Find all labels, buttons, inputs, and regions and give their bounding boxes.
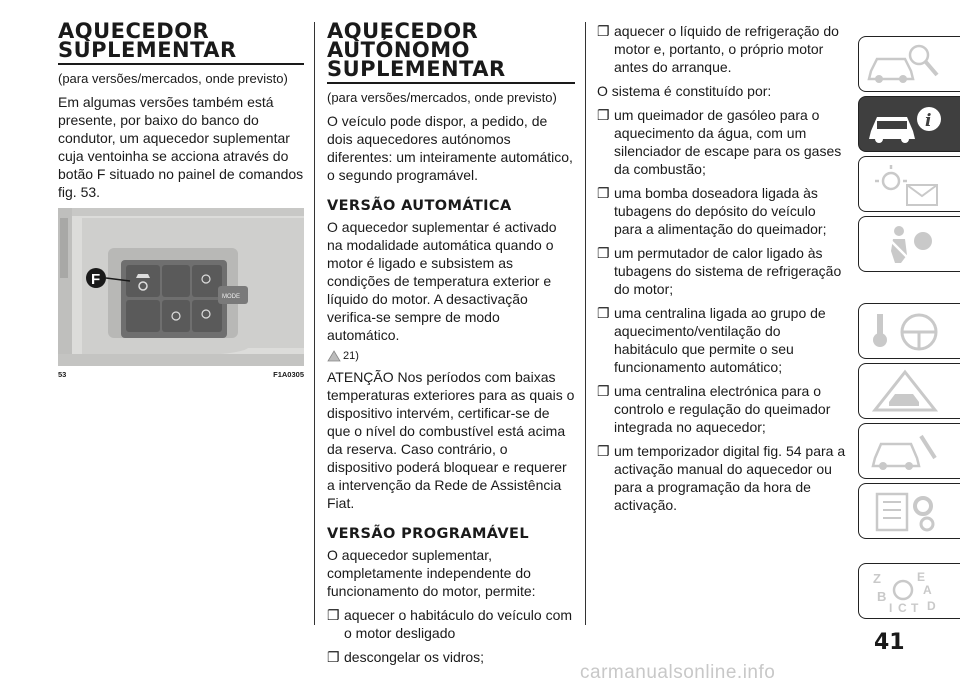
tab-emergency[interactable]	[858, 363, 960, 419]
figure-number: 53	[58, 370, 67, 379]
checkbox-bullet-icon: ❐	[597, 245, 610, 261]
page-number: 41	[874, 630, 905, 655]
svg-text:B: B	[877, 589, 887, 604]
checkbox-bullet-icon: ❐	[597, 107, 610, 123]
paragraph-programmable: O aquecedor suplementar, completamente independente do funcionamento do motor, permite:	[327, 547, 536, 599]
list-item: ❐ um permutador de calor ligado às tubagens do sistema de refrigeração do motor;	[597, 245, 842, 297]
svg-text:D: D	[927, 599, 936, 613]
list-item: ❐ aquecer o habitáculo do veículo com o motor desligado	[327, 607, 573, 641]
tab-car-search[interactable]	[858, 36, 960, 92]
figure-code: F1A0305	[273, 370, 304, 379]
warning-ref-number: 21)	[343, 350, 359, 362]
checkbox-bullet-icon: ❐	[597, 185, 610, 201]
checkbox-bullet-icon: ❐	[327, 649, 340, 665]
list-item: ❐ uma centralina ligada ao grupo de aquecimento/ventilação do habitáculo que permite o seu funcionamento automático;	[597, 305, 826, 375]
column-middle	[327, 19, 575, 672]
specs-settings-icon	[865, 488, 945, 534]
paragraph-intro: O veículo pode dispor, a pedido, de dois aquecedores autónomos diferentes: um inteiramente automático, o segundo programável.	[327, 113, 573, 183]
warning-reference	[327, 350, 575, 362]
tab-car-info[interactable]	[858, 96, 960, 152]
list-item: ❐ um queimador de gasóleo para o aquecimento da água, com um silenciador de escape para os gases da combustão;	[597, 107, 842, 177]
warning-triangle-icon	[865, 368, 945, 414]
svg-text:T: T	[911, 601, 919, 614]
column-right	[597, 22, 847, 520]
section-subtitle: (para versões/mercados, onde previsto)	[327, 90, 557, 105]
warning-icon	[327, 350, 341, 362]
checkbox-bullet-icon: ❐	[597, 443, 610, 459]
checkbox-bullet-icon: ❐	[327, 607, 340, 623]
figure-caption	[58, 370, 304, 382]
svg-text:I: I	[889, 601, 893, 614]
dashboard-control-photo	[58, 208, 304, 366]
tab-maintenance[interactable]	[858, 423, 960, 479]
callout-f: F	[91, 271, 101, 288]
heading-versao-automatica: VERSÃO AUTOMÁTICA	[327, 198, 512, 214]
column-divider	[314, 22, 315, 625]
tab-technical-data[interactable]	[858, 483, 960, 539]
watermark-footer: carmanualsonline.info	[580, 662, 776, 683]
list-item: ❐ aquecer o líquido de refrigeração do motor e, portanto, o próprio motor antes do arranque.	[597, 23, 839, 75]
heading-versao-programavel: VERSÃO PROGRAMÁVEL	[327, 526, 529, 542]
section-title-aquecedor-suplementar: AQUECEDOR SUPLEMENTAR	[58, 22, 304, 65]
light-message-icon	[865, 161, 945, 207]
tab-safety[interactable]	[858, 216, 960, 272]
list-item: ❐ um temporizador digital fig. 54 para a activação manual do aquecedor ou para a programação da hora de activação.	[597, 443, 846, 513]
column-divider	[585, 22, 586, 625]
car-info-icon	[865, 101, 945, 147]
svg-text:E: E	[917, 570, 926, 584]
checkbox-bullet-icon: ❐	[597, 383, 610, 399]
list-item: ❐ descongelar os vidros;	[327, 649, 485, 665]
column-left	[58, 19, 304, 207]
svg-text:Z: Z	[873, 571, 881, 586]
car-maintenance-icon	[865, 428, 945, 474]
checkbox-bullet-icon: ❐	[597, 23, 610, 39]
seatbelt-airbag-icon	[865, 221, 945, 267]
mode-button-label: MODE	[222, 294, 240, 300]
svg-text:C: C	[898, 601, 907, 614]
index-letters-icon	[865, 568, 945, 614]
paragraph-attention: ATENÇÃO Nos períodos com baixas temperaturas exteriores para as quais o dispositivo intervém, certificar-se de que o nível do combustível está acima da reserva. Caso contrário, o dispositivo poderá bloquear e requerer a intervenção da Rede de Assistência Fiat.	[327, 369, 575, 511]
section-subtitle: (para versões/mercados, onde previsto)	[58, 71, 288, 86]
steering-wheel-icon	[865, 308, 945, 354]
list-item: ❐ uma bomba doseadora ligada às tubagens do depósito do veículo para a alimentação do queimador;	[597, 185, 827, 237]
list-item: ❐ uma centralina electrónica para o controlo e regulação do queimador integrada no aquecedor;	[597, 383, 831, 435]
tab-starting-driving[interactable]	[858, 303, 960, 359]
checkbox-bullet-icon: ❐	[597, 305, 610, 321]
car-search-icon	[865, 41, 945, 87]
figure-53	[58, 206, 304, 384]
svg-text:A: A	[923, 583, 932, 597]
tab-lights-messages[interactable]	[858, 156, 960, 212]
section-title-aquecedor-autonomo: AQUECEDOR AUTÓNOMO SUPLEMENTAR	[327, 22, 575, 84]
svg-text:i: i	[925, 111, 932, 131]
paragraph-system-intro: O sistema é constituído por:	[597, 83, 772, 99]
paragraph-automatic: O aquecedor suplementar é activado na modalidade automática quando o motor é ligado e subsistem as condições de temperatura exterior e líquido do motor. A desactivação verifica-se sempre de modo automático.	[327, 219, 557, 343]
tab-index[interactable]	[858, 563, 960, 619]
paragraph-intro: Em algumas versões também está presente, por baixo do banco do condutor, um aquecedor suplementar cuja ventoinha se acciona através do botão F situado no painel de comandos fig. 53.	[58, 94, 304, 200]
